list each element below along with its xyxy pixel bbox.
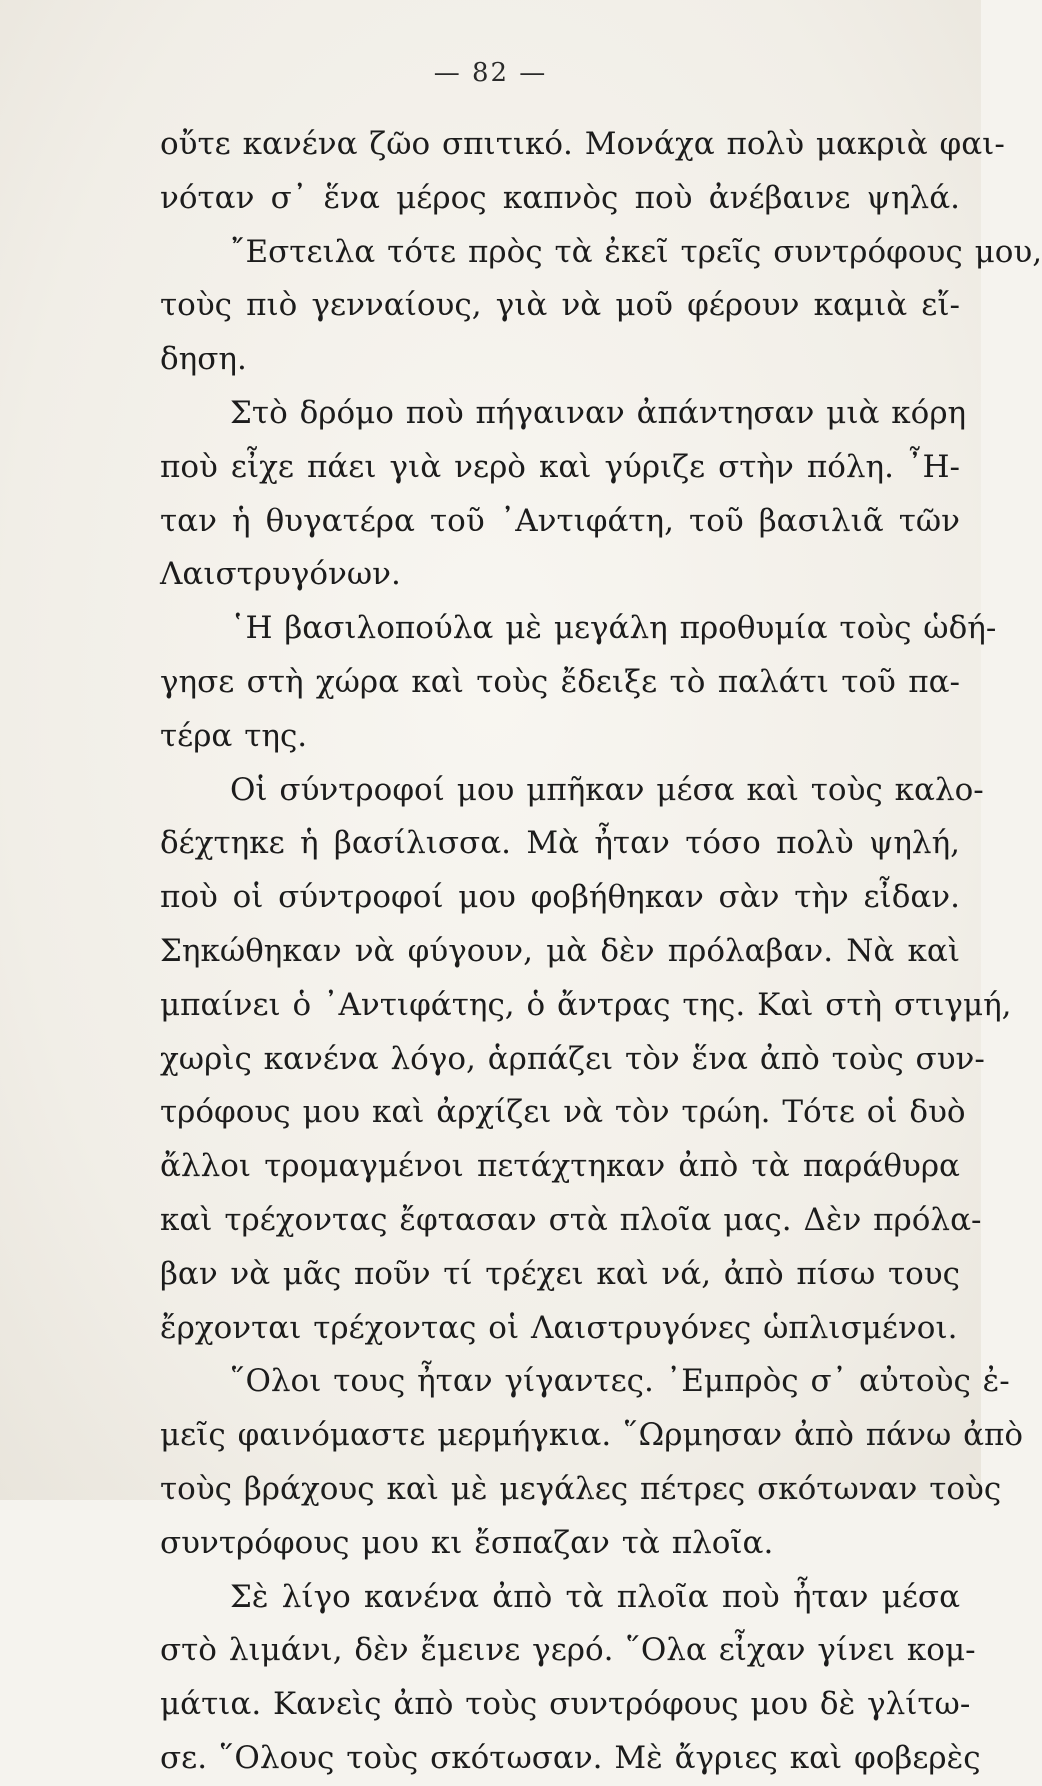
text-line: ποὺ οἱ σύντροφοί μου φοβήθηκαν σὰν τὴν εἶδαν. bbox=[160, 879, 960, 916]
text-line: ταν ἡ θυγατέρα τοῦ ᾽Αντιφάτη, τοῦ βασιλιᾶ τῶν bbox=[160, 502, 960, 539]
text-line: συντρόφους μου κι ἔσπαζαν τὰ πλοῖα. bbox=[160, 1524, 774, 1561]
text-line: ῞Ολοι τους ἦταν γίγαντες. ᾽Εμπρὸς σ᾽ αὐτοὺς ἐ- bbox=[230, 1363, 1010, 1400]
text-line: δέχτηκε ἡ βασίλισσα. Μὰ ἦταν τόσο πολὺ ψηλή, bbox=[160, 825, 960, 862]
text-line: μεῖς φαινόμαστε μερμήγκια. ῞Ωρμησαν ἀπὸ πάνω ἀπὸ bbox=[160, 1417, 1024, 1454]
text-line: γησε στὴ χώρα καὶ τοὺς ἔδειξε τὸ παλάτι τοῦ πα- bbox=[160, 663, 960, 700]
text-line: τοὺς βράχους καὶ μὲ μεγάλες πέτρες σκότωναν τοὺς bbox=[160, 1470, 1002, 1507]
text-line: μπαίνει ὁ ᾽Αντιφάτης, ὁ ἄντρας της. Καὶ στὴ στιγμή, bbox=[160, 986, 1012, 1023]
text-line: Οἱ σύντροφοί μου μπῆκαν μέσα καὶ τοὺς καλο- bbox=[230, 771, 984, 808]
text-line: σε. ῞Ολους τοὺς σκότωσαν. Μὲ ἄγριες καὶ φοβερὲς bbox=[160, 1739, 981, 1776]
text-line: νόταν σ᾽ ἕνα μέρος καπνὸς ποὺ ἀνέβαινε ψηλά. bbox=[160, 179, 960, 216]
page-number: — 82 — bbox=[433, 58, 548, 88]
text-line: τρόφους μου καὶ ἀρχίζει νὰ τὸν τρώη. Τότε οἱ δυὸ bbox=[160, 1094, 966, 1131]
text-line: Στὸ δρόμο ποὺ πήγαιναν ἀπάντησαν μιὰ κόρη bbox=[230, 394, 967, 431]
text-line: χωρὶς κανένα λόγο, ἁρπάζει τὸν ἕνα ἀπὸ τοὺς συν- bbox=[160, 1040, 985, 1077]
text-line: Λαιστρυγόνων. bbox=[160, 556, 401, 593]
text-line: οὔτε κανένα ζῶο σπιτικό. Μονάχα πολὺ μακριὰ φαι- bbox=[160, 126, 1005, 162]
text-line: στὸ λιμάνι, δὲν ἔμεινε γερό. ῞Ολα εἶχαν γίνει κομ- bbox=[160, 1632, 976, 1669]
text-line: ῾Η βασιλοπούλα μὲ μεγάλη προθυμία τοὺς ὡδή- bbox=[230, 610, 997, 647]
text-line: τέρα της. bbox=[160, 717, 308, 754]
text-line: ἄλλοι τρομαγμένοι πετάχτηκαν ἀπὸ τὰ παράθυρα bbox=[160, 1148, 960, 1185]
text-line: Σὲ λίγο κανένα ἀπὸ τὰ πλοῖα ποὺ ἦταν μέσα bbox=[230, 1578, 960, 1615]
text-line: δηση. bbox=[160, 341, 247, 378]
text-line: μάτια. Κανεὶς ἀπὸ τοὺς συντρόφους μου δὲ γλίτω- bbox=[160, 1686, 971, 1723]
text-line: ποὺ εἶχε πάει γιὰ νερὸ καὶ γύριζε στὴν πόλη. ῏Η- bbox=[160, 448, 960, 485]
text-line: ῎Εστειλα τότε πρὸς τὰ ἐκεῖ τρεῖς συντρόφους μου, bbox=[230, 233, 1042, 270]
text-line: καὶ τρέχοντας ἔφτασαν στὰ πλοῖα μας. Δὲν πρόλα- bbox=[160, 1201, 982, 1238]
text-line: τοὺς πιὸ γενναίους, γιὰ νὰ μοῦ φέρουν καμιὰ εἴ- bbox=[160, 287, 960, 324]
text-line: Σηκώθηκαν νὰ φύγουν, μὰ δὲν πρόλαβαν. Νὰ καὶ bbox=[160, 932, 960, 969]
body-text bbox=[160, 118, 1042, 1786]
text-line: ἔρχονται τρέχοντας οἱ Λαιστρυγόνες ὡπλισμένοι. bbox=[160, 1309, 958, 1346]
text-line: βαν νὰ μᾶς ποῦν τί τρέχει καὶ νά, ἀπὸ πίσω τους bbox=[160, 1255, 960, 1292]
